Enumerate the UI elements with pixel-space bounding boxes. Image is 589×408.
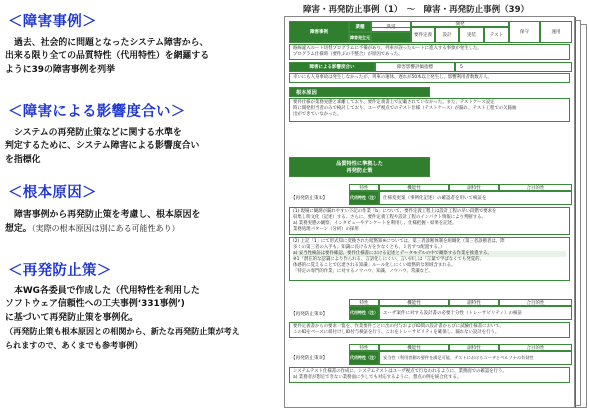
text-line: 想定。 [5, 224, 32, 235]
field-label: 障害発生元 [349, 32, 371, 43]
col-header: 副特性 [449, 344, 499, 351]
proposal-body [289, 367, 570, 383]
proposal-label: 【再発防止策③】 [291, 356, 328, 361]
col-header: 合目的性 [499, 184, 572, 191]
col-header: 機能性 [379, 184, 449, 191]
col-header: 特性 [349, 299, 379, 306]
field-label: 業種 [349, 21, 371, 32]
phase-label: テスト [489, 33, 504, 38]
root-cause-label: 根本原因 [289, 87, 430, 97]
col-header: 特性 [349, 184, 379, 191]
text-line: a) 業務実態の観察、インタビューやアンケートを利用し、仕様把握・結果を記述。 [293, 221, 457, 226]
impact-level-value: 5 [455, 62, 572, 72]
measures-header-line: 再発防止策 [346, 168, 373, 174]
marked-cell [371, 32, 411, 43]
text-line: 業務処理パターン（分析）の採用 [293, 227, 359, 232]
col-header: 合目的性 [499, 299, 572, 306]
col-header: 機能性 [379, 344, 449, 351]
measures-header [289, 157, 430, 177]
root-cause-text [5, 209, 289, 237]
phase-label: 設計 [442, 33, 452, 38]
text-line: 時に開発担当者のみで検討しており、ユーザ視点でのテスト仕様（テストケース）が漏れ、テスト工程での欠陥抽 [293, 106, 517, 111]
root-cause-description [289, 98, 570, 122]
prevention-text [5, 285, 289, 352]
col-header: 合目的性 [499, 344, 572, 351]
heading-failure-cases: ＜障害事例＞ [8, 14, 97, 30]
text-line: に基づいて再発防止策を事例化。 [5, 312, 139, 323]
text-line: システムの再発防止策などに関する水準を [14, 128, 182, 138]
text-line: 要件定義書からの要求一覧を、作業要件ごとに出の付与およびID間の設計書からびに試験仕様書において、 [293, 324, 504, 329]
text-line: ※1「潜在的な認識により作られる、言語化しにくい、言い回しは「言葉で学ばなくても発覚的、 [293, 257, 484, 262]
text-line: a) 業務者が想定できない業務面に少しでも対応するように、想点の例を統合化する。 [293, 375, 462, 380]
impact-label: 障害による影響度合い [289, 62, 375, 72]
phase-label: 要件定義 [414, 33, 432, 38]
subst-label: 代用特性（注） [349, 191, 379, 205]
text-line: 要件仕様が業務実態と乖離しており、要件定義書上で記載されていなかった。また、テストケース設定 [293, 100, 495, 105]
subst-text: ユーザ案件に対する設計書の必要十分性（トレーサビリティ）の検証 [379, 306, 572, 320]
text-line: （再発防止策も根本原因との相関から、新たな再発防止策が考え [5, 326, 240, 337]
proposal-label: 【再発防止策②】 [291, 312, 328, 317]
text-line: ように39の障害事例を列挙 [5, 64, 115, 75]
text-line: このIDをベースに紐付けしID付与検証を行う。これをトレーサビリティを確保し、漏れない設計を行う。 [293, 330, 500, 335]
subst-text: 妥当性（利用者側の要件を満足可能、テストにおけるユーザとペルソナの有効性 [379, 351, 572, 365]
text-line: 体感的に覚えることで伝達される知識」ルール化しにくい暗黙的な領域含まれる。 [293, 263, 456, 268]
case-description [289, 44, 570, 60]
phase-cell [435, 27, 459, 43]
text-line: 判定するために、システム障害による影響度合い [5, 141, 200, 152]
phase-cell [411, 27, 435, 43]
text-line: 「特定の専門的作業」に対するノウハウ、知識、ノウハウ、常識など。 [293, 269, 433, 274]
case-sheet [284, 16, 575, 408]
subst-text: 仕様変更案（事例化記述）の確認者を用いて検証を [379, 191, 572, 205]
text-line: 障害事例から再発防止策を考慮し、根本原因を [14, 210, 201, 220]
text-line: (2) 上記「1」にて形式知に変換された暗黙知※については、第三者診断体制を組織化（第三者診断者は、際 [293, 239, 505, 244]
heading-impact: ＜障害による影響度合い＞ [8, 104, 186, 120]
subst-label: 代用特性（注） [349, 306, 379, 320]
text-line: を指標化 [5, 154, 41, 165]
measures-header-line: 品質特性に準拠した [336, 161, 383, 167]
heading-prevention: ＜再発防止策＞ [8, 263, 112, 279]
col-header: 機能性 [379, 299, 449, 306]
impact-level-label: 障害影響評価指標 [375, 62, 455, 72]
text-line: a) 妥当性検証は要件確認、要件仕様書における記述とデータモデルの中で観察する作業を推進する。 [293, 251, 566, 257]
proposal-body [289, 207, 570, 235]
case-label: 障害事例 [289, 21, 349, 43]
proposal-body [289, 237, 570, 281]
phase-label: 実装 [467, 33, 476, 38]
phase-cell [484, 27, 509, 43]
industry-value: 鉄道 [371, 21, 411, 32]
failure-cases-text [5, 37, 289, 77]
left-panel [0, 0, 278, 408]
text-line: プログラム仕様時（要件ぶの不整合）が原因であった。 [293, 52, 403, 57]
col-header: 副特性 [449, 184, 499, 191]
subst-label: 代用特性（注） [349, 351, 379, 365]
proposal-label: 【再発防止策①】 [291, 196, 328, 201]
heading-root-cause: ＜根本原因＞ [8, 185, 97, 201]
text-line: 出来る限り全ての品質特性（代用特性）を網羅する [5, 51, 210, 62]
ops-label: 運用 [540, 21, 572, 43]
text-line: 過去、社会的に問題となったシステム障害から、 [14, 38, 209, 48]
col-header: 特性 [349, 344, 379, 351]
dev-label: 開発 [411, 21, 509, 27]
right-panel [281, 0, 589, 408]
text-line: (1) 現場に観測が漏れやすい下記の作業「b」について、要件定義工程上は設計工程の早い段階で要求を [293, 209, 497, 214]
proposal-body [289, 322, 570, 338]
document-title: 障害・再発防止事例（1） ～ 障害・再発防止事例（39） [303, 5, 529, 15]
text-line: 出ができていなかった。 [293, 112, 342, 117]
phase-cell [459, 27, 484, 43]
text-line: 路線違入ルート切替プログラムに不備があり、列車が誤ったルートに進入する事象が発生した。 [293, 46, 482, 51]
text-line: 多くの第三者の入手も。知識に長ける方を少なくとも、１名ずつ配置する。） [293, 245, 445, 250]
impact-description: 幸いにも人身事故は発生しなかったが、列車の運休、遅れが50本以上発生し、影響利用者数数万人。 [289, 73, 570, 83]
text-line: られますので、あくまでも参考事例） [5, 339, 143, 350]
text-line: システムテスト仕様書の作成に、システムテストはユーザ視点で行なわれるように、業務面での確認を行う。 [293, 369, 507, 374]
root-cause-note: （実際の根本原因は別にある可能性あり） [31, 224, 180, 234]
impact-text [5, 127, 289, 167]
case-form [289, 21, 570, 403]
maint-label: 保守 [509, 21, 540, 43]
text-line: 本WG各委員で作成した（代用特性を利用した [14, 286, 200, 296]
text-line: ソフトウェア信頼性への工夫事例‘331事例’) [5, 299, 185, 310]
col-header: 副特性 [449, 299, 499, 306]
text-line: 収集し明文化（記述）する。さらに、要件定義工程や設計工程のインパクト情報により判断する。 [293, 215, 486, 220]
